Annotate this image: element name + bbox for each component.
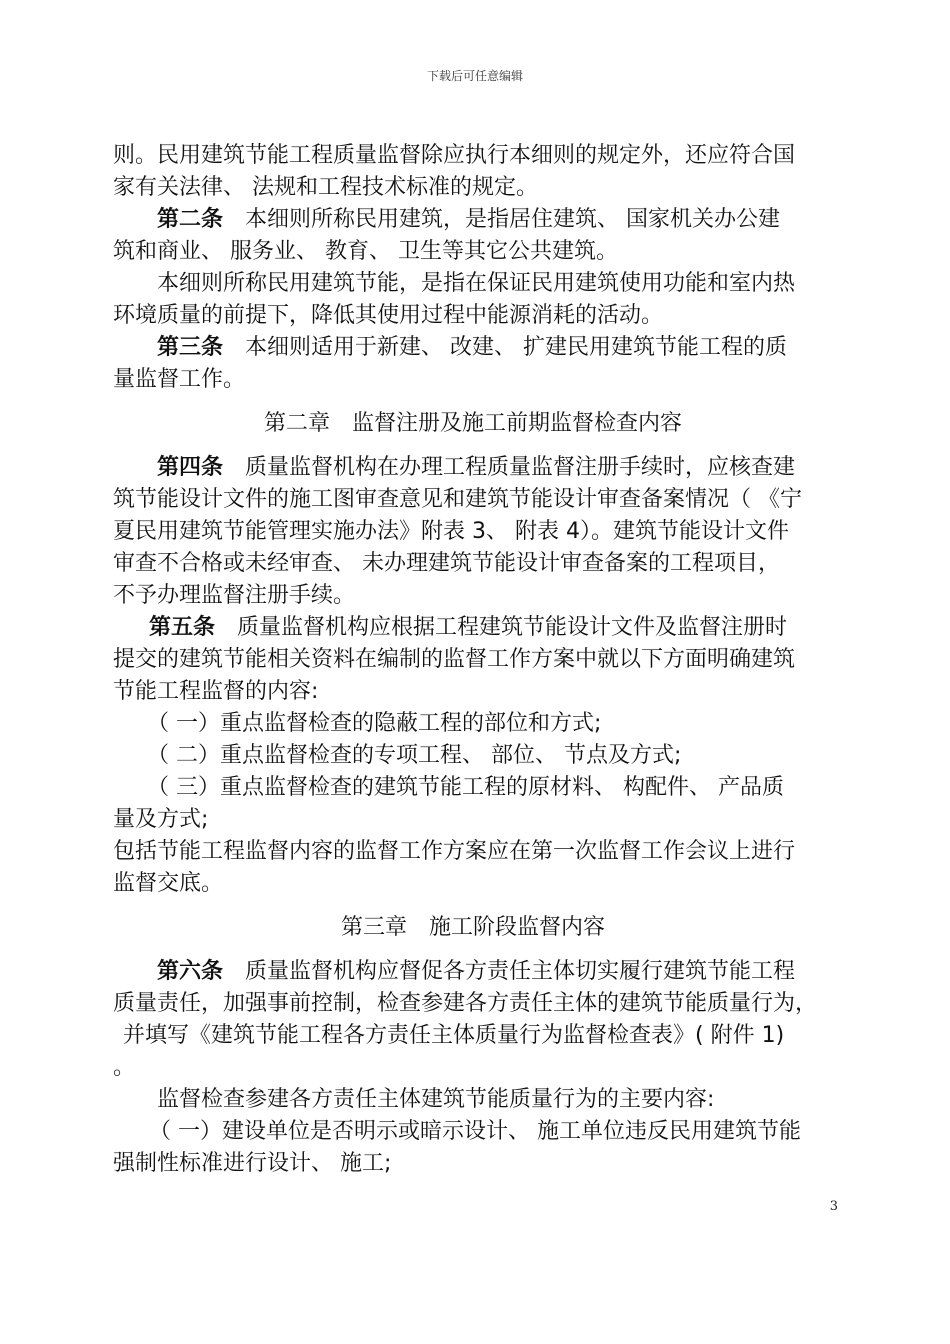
- list-item: （ 三）重点监督检查的建筑节能工程的原材料、 构配件、 产品质: [147, 775, 784, 800]
- article-label: 第二条: [157, 207, 224, 232]
- chapter-heading: 第二章 监督注册及施工前期监督检查内容: [263, 411, 682, 436]
- article-label: 第三条: [157, 335, 224, 360]
- paragraph-line: 家有关法律、 法规和工程技术标准的规定。: [113, 175, 538, 200]
- page-number: 3: [829, 1199, 838, 1214]
- paragraph-line: 筑和商业、 服务业、 教育、 卫生等其它公共建筑。: [113, 239, 618, 264]
- paragraph-line: 节能工程监督的内容:: [113, 679, 319, 704]
- paragraph-line: 审查不合格或未经审查、 未办理建筑节能设计审查备案的工程项目，: [113, 551, 780, 576]
- paragraph-line: 监督检查参建各方责任主体建筑节能质量行为的主要内容:: [157, 1087, 715, 1112]
- paragraph-line: 。: [113, 1055, 136, 1080]
- paragraph-line: 并填写《建筑节能工程各方责任主体质量行为监督检查表》( 附件 1): [123, 1023, 785, 1048]
- paragraph-line: 环境质量的前提下，降低其使用过程中能源消耗的活动。: [113, 303, 664, 328]
- article-3: 第三条 本细则适用于新建、 改建、 扩建民用建筑节能工程的质: [157, 335, 788, 360]
- paragraph-line: 量监督工作。: [113, 367, 246, 392]
- paragraph-line: 质量责任，加强事前控制，检查参建各方责任主体的建筑节能质量行为，: [113, 991, 818, 1016]
- list-item: （ 一）重点监督检查的隐蔽工程的部位和方式;: [147, 711, 602, 736]
- article-label: 第六条: [157, 959, 224, 984]
- paragraph-line: 则。民用建筑节能工程质量监督除应执行本细则的规定外，还应符合国: [113, 143, 796, 168]
- paragraph-line: 监督交底。: [113, 871, 224, 896]
- article-5: 第五条 质量监督机构应根据工程建筑节能设计文件及监督注册时: [149, 615, 788, 640]
- article-2: 第二条 本细则所称民用建筑，是指居住建筑、 国家机关办公建: [157, 207, 781, 232]
- list-item: （ 一）建设单位是否明示或暗示设计、 施工单位违反民用建筑节能: [149, 1119, 801, 1144]
- article-4: 第四条 质量监督机构在办理工程质量监督注册手续时，应核查建: [157, 455, 796, 480]
- list-item: （ 二）重点监督检查的专项工程、 部位、 节点及方式;: [147, 743, 682, 768]
- paragraph-line: 强制性标准进行设计、 施工;: [113, 1151, 392, 1176]
- document-body: [113, 140, 833, 1180]
- paragraph-line: 提交的建筑节能相关资料在编制的监督工作方案中就以下方面明确建筑: [113, 647, 796, 672]
- article-label: 第四条: [157, 455, 224, 480]
- chapter-heading: 第三章 施工阶段监督内容: [340, 915, 605, 940]
- paragraph-line: 夏民用建筑节能管理实施办法》附表 3、 附表 4）。建筑节能设计文件: [113, 519, 789, 544]
- paragraph-line: 包括节能工程监督内容的监督工作方案应在第一次监督工作会议上进行: [113, 839, 796, 864]
- paragraph-line: 筑节能设计文件的施工图审查意见和建筑节能设计审查备案情况（ 《宁: [113, 487, 802, 512]
- paragraph-line: 本细则所称民用建筑节能，是指在保证民用建筑使用功能和室内热: [157, 271, 796, 296]
- article-label: 第五条: [149, 615, 216, 640]
- page-header: 下载后可任意编辑: [426, 69, 523, 83]
- article-6: 第六条 质量监督机构应督促各方责任主体切实履行建筑节能工程: [157, 959, 796, 984]
- paragraph-line: 量及方式;: [113, 807, 209, 832]
- paragraph-line: 不予办理监督注册手续。: [113, 583, 356, 608]
